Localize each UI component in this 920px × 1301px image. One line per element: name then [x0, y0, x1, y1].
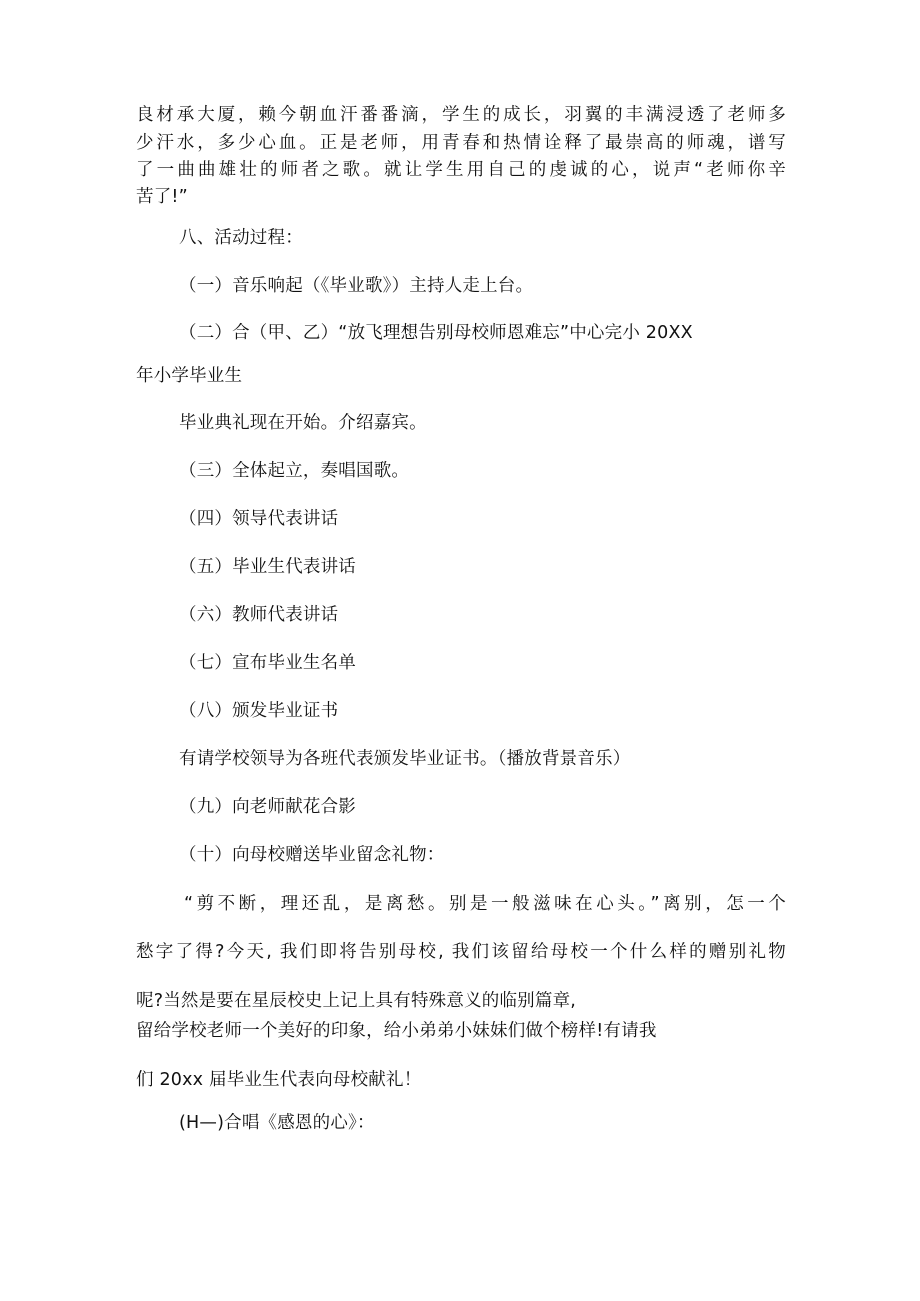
step-5: （五）毕业生代表讲话	[179, 557, 356, 577]
intro-line-3: 了一曲曲雄壮的师者之歌。就让学生用自己的虔诚的心，说声“老师你辛	[136, 160, 786, 180]
gift-paragraph-line-2: 愁字了得?今天, 我们即将告别母校, 我们该留给母校一个什么样的赠别礼物	[136, 942, 786, 962]
step-10: （十）向母校赠送毕业留念礼物：	[179, 845, 445, 865]
step-6: （六）教师代表讲话	[179, 605, 339, 625]
step-4: （四）领导代表讲话	[179, 509, 339, 529]
step-7: （七）宣布毕业生名单	[179, 653, 356, 673]
step-3: （三）全体起立，奏唱国歌。	[179, 461, 410, 481]
step-8: （八）颁发毕业证书	[179, 701, 339, 721]
step-11: (H—)合唱《感恩的心》：	[179, 1113, 375, 1133]
gift-paragraph-line-3: 呢?当然是要在星辰校史上记上具有特殊意义的临别篇章,	[136, 991, 577, 1011]
gift-paragraph-line-1: “剪不断，理还乱，是离愁。别是一般滋味在心头。”离别，怎一个	[184, 894, 786, 914]
step-9: （九）向老师献花合影	[179, 797, 356, 817]
intro-line-2: 少汗水，多少心血。正是老师，用青春和热情诠释了最崇高的师魂，谱写	[136, 133, 786, 153]
step-2-line-3: 毕业典礼现在开始。介绍嘉宾。	[179, 413, 427, 433]
intro-line-1: 良材承大厦，赖今朝血汗番番滴，学生的成长，羽翼的丰满浸透了老师多	[136, 105, 786, 125]
gift-paragraph-line-5: 们 20xx 届毕业生代表向母校献礼！	[136, 1070, 422, 1090]
step-8-note: 有请学校领导为各班代表颁发毕业证书。（播放背景音乐）	[179, 749, 631, 769]
step-1: （一）音乐响起（《毕业歌》）主持人走上台。	[179, 276, 534, 296]
intro-line-4: 苦了!”	[136, 187, 188, 207]
step-2-line-1: （二）合（甲、乙）“放飞理想告别母校师恩难忘”中心完小 20XX	[179, 323, 693, 343]
step-2-line-2: 年小学毕业生	[136, 366, 243, 386]
gift-paragraph-line-4: 留给学校老师一个美好的印象，给小弟弟小妹妹们做个榜样!有请我	[136, 1021, 657, 1041]
section-heading: 八、活动过程：	[179, 228, 303, 248]
